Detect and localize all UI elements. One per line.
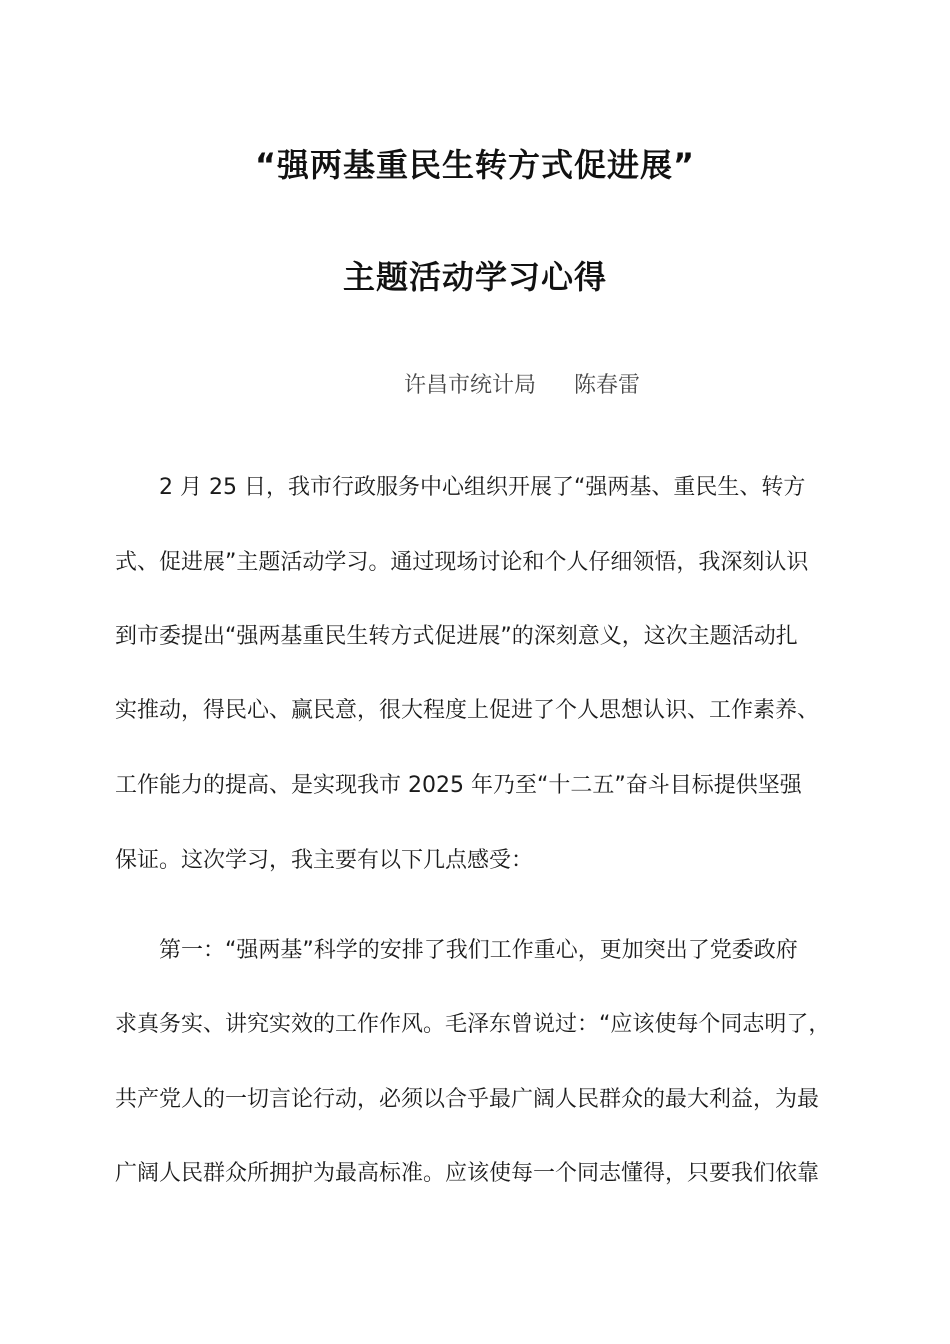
body-line: 共产党人的一切言论行动，必须以合乎最广阔人民群众的最大利益，为最 bbox=[115, 1087, 820, 1112]
document-title-line-2: 主题活动学习心得 bbox=[342, 258, 607, 296]
body-line: 保证。这次学习，我主要有以下几点感受： bbox=[115, 848, 534, 873]
body-line: 到市委提出“强两基重民生转方式促进展”的深刻意义，这次主题活动扎 bbox=[115, 624, 798, 649]
body-line: 求真务实、讲究实效的工作作风。毛泽东曾说过：“应该使每个同志明了， bbox=[115, 1012, 831, 1037]
body-line: 广阔人民群众所拥护为最高标准。应该使每一个同志懂得，只要我们依靠 bbox=[115, 1161, 820, 1186]
byline-organization: 许昌市统计局 bbox=[404, 373, 537, 398]
body-line: 式、促进展”主题活动学习。通过现场讨论和个人仔细领悟，我深刻认识 bbox=[115, 550, 809, 575]
body-line: 工作能力的提高、是实现我市 2025 年乃至“十二五”奋斗目标提供坚强 bbox=[115, 773, 802, 798]
document-title-line-1: “强两基重民生转方式促进展” bbox=[254, 146, 696, 184]
byline-author: 陈春雷 bbox=[574, 373, 641, 398]
byline bbox=[404, 368, 640, 399]
body-line: 实推动，得民心、赢民意，很大程度上促进了个人思想认识、工作素养、 bbox=[115, 698, 820, 723]
body-line: 2 月 25 日，我市行政服务中心组织开展了“强两基、重民生、转方 bbox=[159, 475, 806, 500]
body-line: 第一：“强两基”科学的安排了我们工作重心，更加突出了党委政府 bbox=[159, 938, 798, 963]
